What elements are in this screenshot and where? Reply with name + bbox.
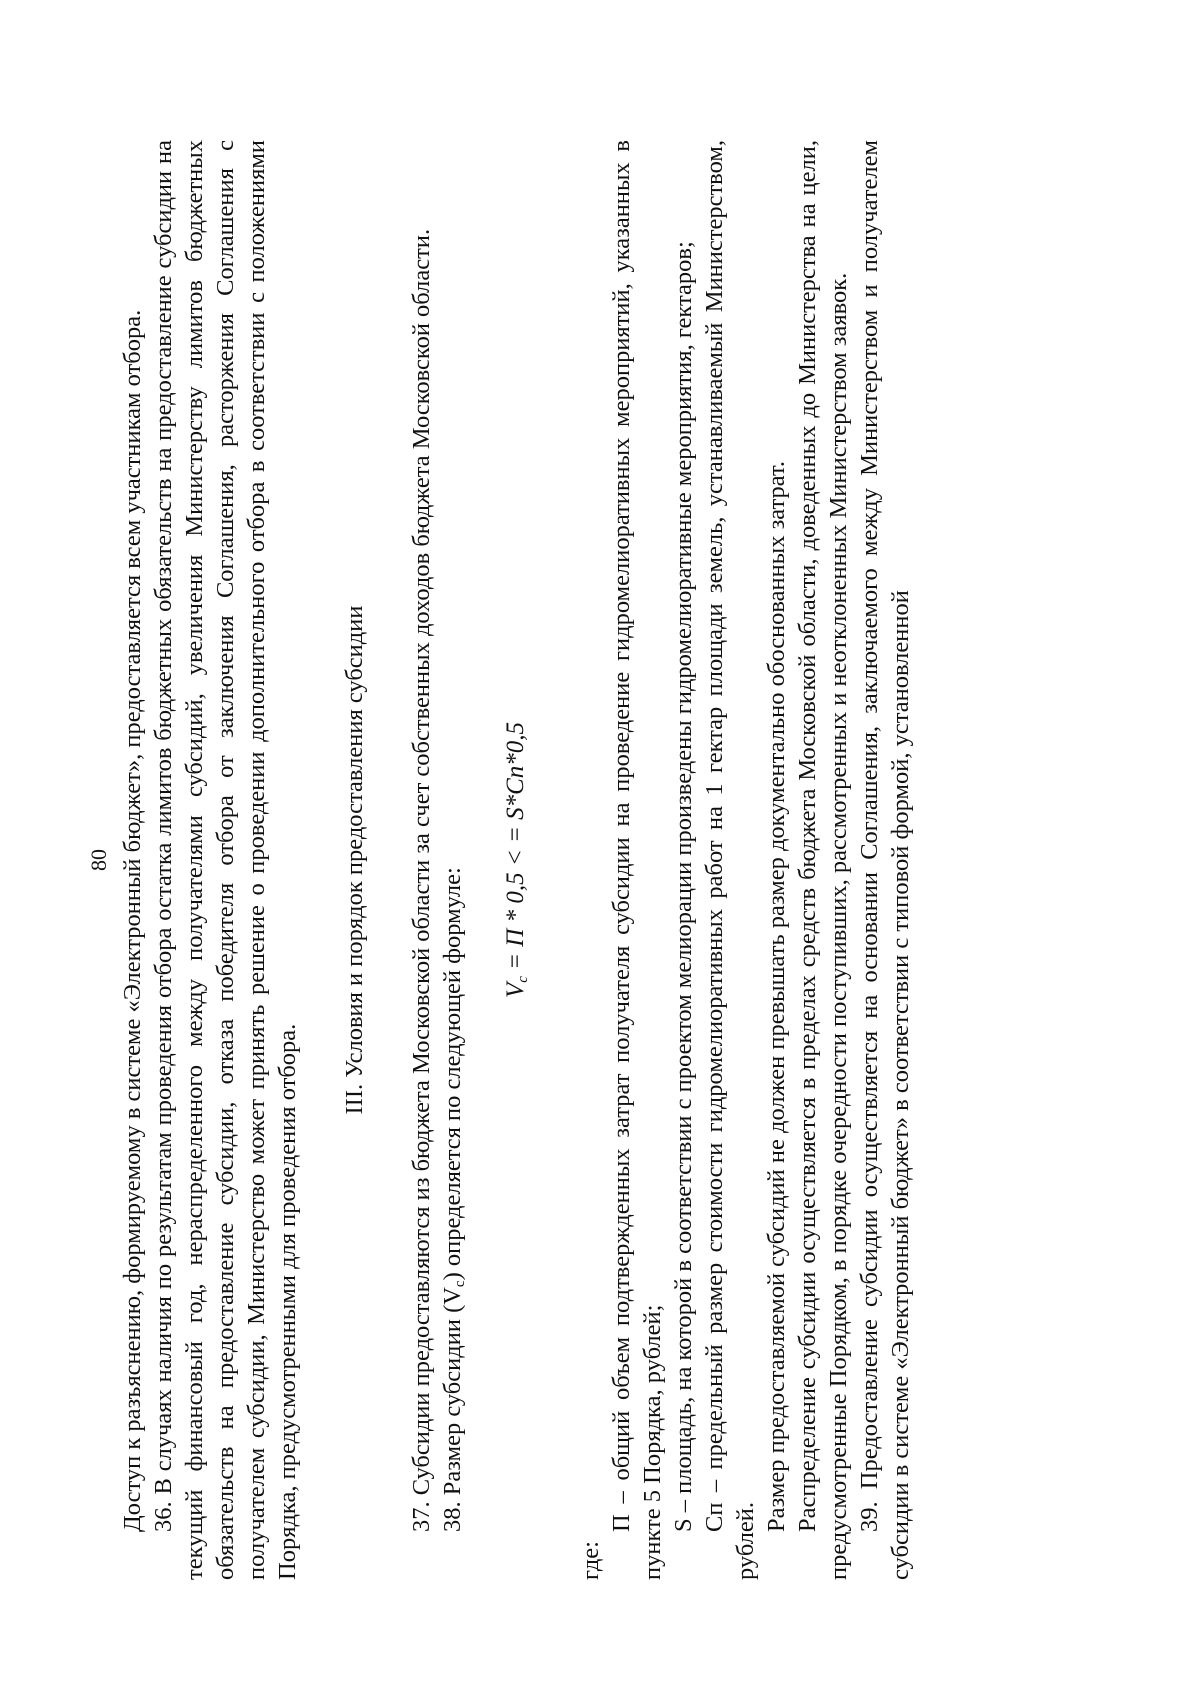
section-heading: III. Условия и порядок предоставления субсидии [341,605,368,1115]
formula-left: V [502,982,529,999]
definition-sp: Сп – предельный размер стоимости гидромелиоративных работ на 1 гектар площади земель, устанавливаемый Министерством, рублей. [701,140,759,1580]
rotated-text-block [85,140,916,1580]
spacer [539,140,575,1580]
paragraph-37: 37. Субсидии предоставляются из бюджета Московской области за счет собственных доходов бюджета Московской области. [408,228,435,1532]
paragraph-38-before: 38. Размер субсидии (V [439,1287,466,1532]
subsidy-formula [500,140,539,1580]
where-label: где: [577,1541,604,1580]
paragraph-39: 39. Предоставление субсидии осуществляется на основании Соглашения, заключаемого между Министерством и получателем субсидии в системе «Электронный бюджет» в соответствии с типовой формой, установленной [856,140,914,1580]
paragraph-subsidy-limit: Размер предоставляемой субсидий не должен превышать размер документально обоснованных затрат. [763,460,790,1532]
paragraph-distribution: Распределение субсидии осуществляется в пределах средств бюджета Московской области, доведенных до Министерства на цели, предусмотренные Порядком, в порядке очередности поступивших, рассмотренных и неотклоненных Министерством заявок. [794,140,852,1580]
formula-subscript: с [515,976,531,983]
spacer [303,140,339,1580]
definition-s: S – площадь, на которой в соответствии с проектом мелиорации произведены гидромелиоративные мероприятия, гектаров; [670,241,697,1532]
formula-right: = П * 0,5 < = S*Сп*0,5 [502,721,529,977]
definition-p: П – общий объем подтвержденных затрат получателя субсидии на проведение гидромелиоративных мероприятий, указанных в пункте 5 Порядка, рублей; [608,140,666,1580]
paragraph-36: 36. В случаях наличия по результатам проведения отбора остатка лимитов бюджетных обязательств на предоставление субсидии на текущий финансовый год, нераспределенного между получателями субсидий, увеличения Министерству лимитов бюджетных обязательств на предоставление субсидии, отказа победителя отбора от заключения Соглашения, расторжения Соглашения с получателем субсидии, Министерство может принять решение о проведении дополнительного отбора в соответствии с положениями Порядка, предусмотренными для проведения отбора. [150,140,301,1580]
paragraph-38-after: ) определяется по следующей формуле: [439,867,466,1281]
page-number: 80 [86,849,111,871]
paragraph-38-subscript: с [452,1280,468,1288]
paragraph-38 [437,140,476,1580]
spacer [476,140,500,1580]
paragraph-access-clarification: Доступ к разъяснению, формируемому в системе «Электронный бюджет», предоставляется всем участникам отбора. [119,309,146,1532]
spacer [370,140,406,1580]
